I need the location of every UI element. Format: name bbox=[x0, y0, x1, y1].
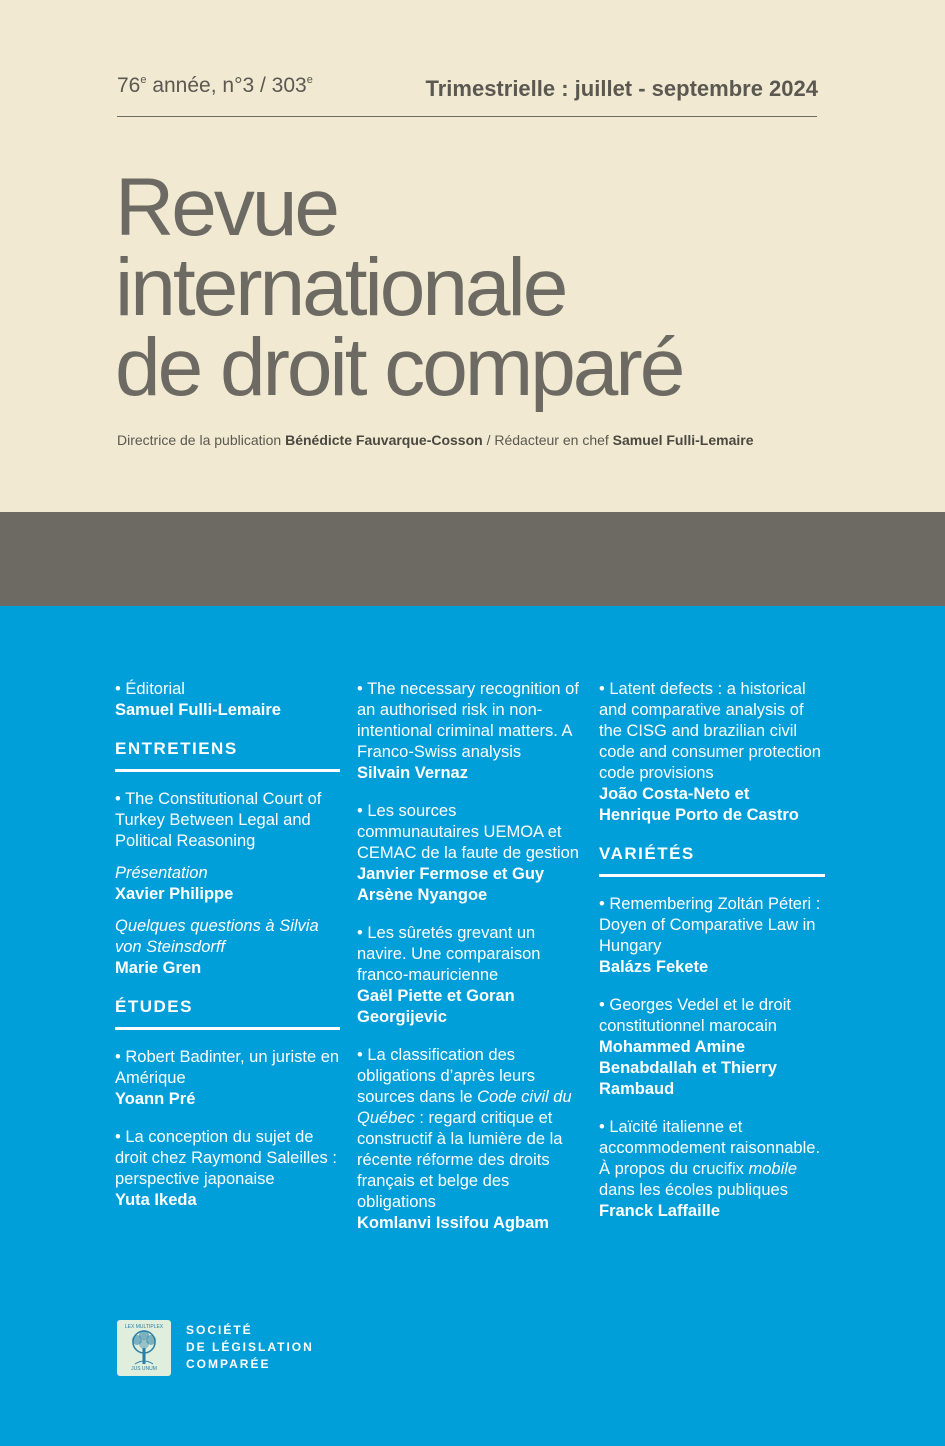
editorial-credits: Directrice de la publication Bénédicte Fauvarque-Cosson / Rédacteur en chef Samuel Fulli-Lemaire bbox=[117, 432, 754, 448]
author: Balázs Fekete bbox=[599, 958, 709, 976]
publisher-name: SOCIÉTÉ DE LÉGISLATION COMPARÉE bbox=[186, 1323, 314, 1371]
toc-item: • La classification des obligations d’après leurs sources dans le Code civil du Québec : regard critique et constructif à la lumière de la récente réforme des droits français et belge des obligations Komlanvi Issifou Agbam bbox=[357, 1045, 582, 1234]
title-line-2: internationale bbox=[115, 242, 566, 333]
contents-column-3 bbox=[599, 679, 825, 1239]
journal-title bbox=[115, 162, 683, 413]
toc-item: • Laïcité italienne et accommodement raisonnable. À propos du crucifix mobile dans les écoles publiques Franck Laffaille bbox=[599, 1117, 825, 1222]
toc-item: • Les sources communautaires UEMOA et CEMAC de la faute de gestion Janvier Fermose et Guy Arsène Nyangoe bbox=[357, 801, 582, 906]
toc-item: • Robert Badinter, un juriste en Amérique Yoann Pré bbox=[115, 1048, 340, 1108]
author: Yuta Ikeda bbox=[115, 1191, 197, 1209]
toc-subitem-presentation: Présentation Xavier Philippe bbox=[115, 863, 340, 905]
issue-number: 76e année, n°3 / 303e bbox=[117, 74, 313, 97]
author: Samuel Fulli-Lemaire bbox=[115, 701, 281, 719]
section-divider bbox=[115, 1027, 340, 1030]
contents-column-1 bbox=[115, 679, 340, 1228]
toc-item: • Remembering Zoltán Péteri : Doyen of Comparative Law in Hungary Balázs Fekete bbox=[599, 894, 825, 978]
title-line-1: Revue bbox=[115, 162, 338, 253]
toc-item: • The necessary recognition of an authorised risk in non-intentional criminal matters. A Franco-Swiss analysis Silvain Vernaz bbox=[357, 679, 582, 784]
header-divider bbox=[117, 116, 817, 117]
toc-item: • La conception du sujet de droit chez Raymond Saleilles : perspective japonaise Yuta Ikeda bbox=[115, 1127, 340, 1211]
toc-item-editorial: • Éditorial Samuel Fulli-Lemaire bbox=[115, 679, 340, 721]
author: Franck Laffaille bbox=[599, 1202, 721, 1220]
title-line-3: de droit comparé bbox=[115, 322, 683, 413]
section-heading-varietes: VARIÉTÉS bbox=[599, 844, 695, 863]
section-divider bbox=[115, 769, 340, 772]
author: Marie Gren bbox=[115, 959, 202, 977]
cover-grey-band bbox=[0, 512, 945, 606]
author: Xavier Philippe bbox=[115, 885, 234, 903]
toc-item: • Georges Vedel et le droit constitutionnel marocain Mohammed Amine Benabdallah et Thierry Rambaud bbox=[599, 995, 825, 1100]
author: Gaël Piette et Goran Georgijevic bbox=[357, 987, 515, 1026]
author: Yoann Pré bbox=[115, 1090, 196, 1108]
author: João Costa-Neto et Henrique Porto de Castro bbox=[599, 785, 799, 824]
toc-item: • The Constitutional Court of Turkey Between Legal and Political Reasoning bbox=[115, 790, 322, 850]
toc-item: • Latent defects : a historical and comparative analysis of the CISG and brazilian civil code and consumer protection code provisions João Costa-Neto et Henrique Porto de Castro bbox=[599, 679, 825, 826]
publication-period: Trimestrielle : juillet - septembre 2024 bbox=[425, 76, 818, 101]
toc-item: • Les sûretés grevant un navire. Une comparaison franco-mauricienne Gaël Piette et Goran Georgijevic bbox=[357, 923, 582, 1028]
author: Komlanvi Issifou Agbam bbox=[357, 1214, 549, 1232]
section-heading-etudes: ÉTUDES bbox=[115, 997, 193, 1016]
author: Janvier Fermose et Guy Arsène Nyangoe bbox=[357, 865, 545, 904]
section-heading-entretiens: ENTRETIENS bbox=[115, 739, 238, 758]
director-name: Bénédicte Fauvarque-Cosson bbox=[285, 432, 483, 448]
editor-name: Samuel Fulli-Lemaire bbox=[612, 432, 754, 448]
publisher-logo: LEX MULTIPLEX JUS UNUM bbox=[117, 1320, 171, 1376]
author: Mohammed Amine Benabdallah et Thierry Rambaud bbox=[599, 1038, 777, 1098]
section-divider bbox=[599, 874, 825, 877]
contents-column-2 bbox=[357, 679, 582, 1251]
author: Silvain Vernaz bbox=[357, 764, 468, 782]
toc-subitem-questions: Quelques questions à Silvia von Steinsdorff Marie Gren bbox=[115, 916, 340, 979]
